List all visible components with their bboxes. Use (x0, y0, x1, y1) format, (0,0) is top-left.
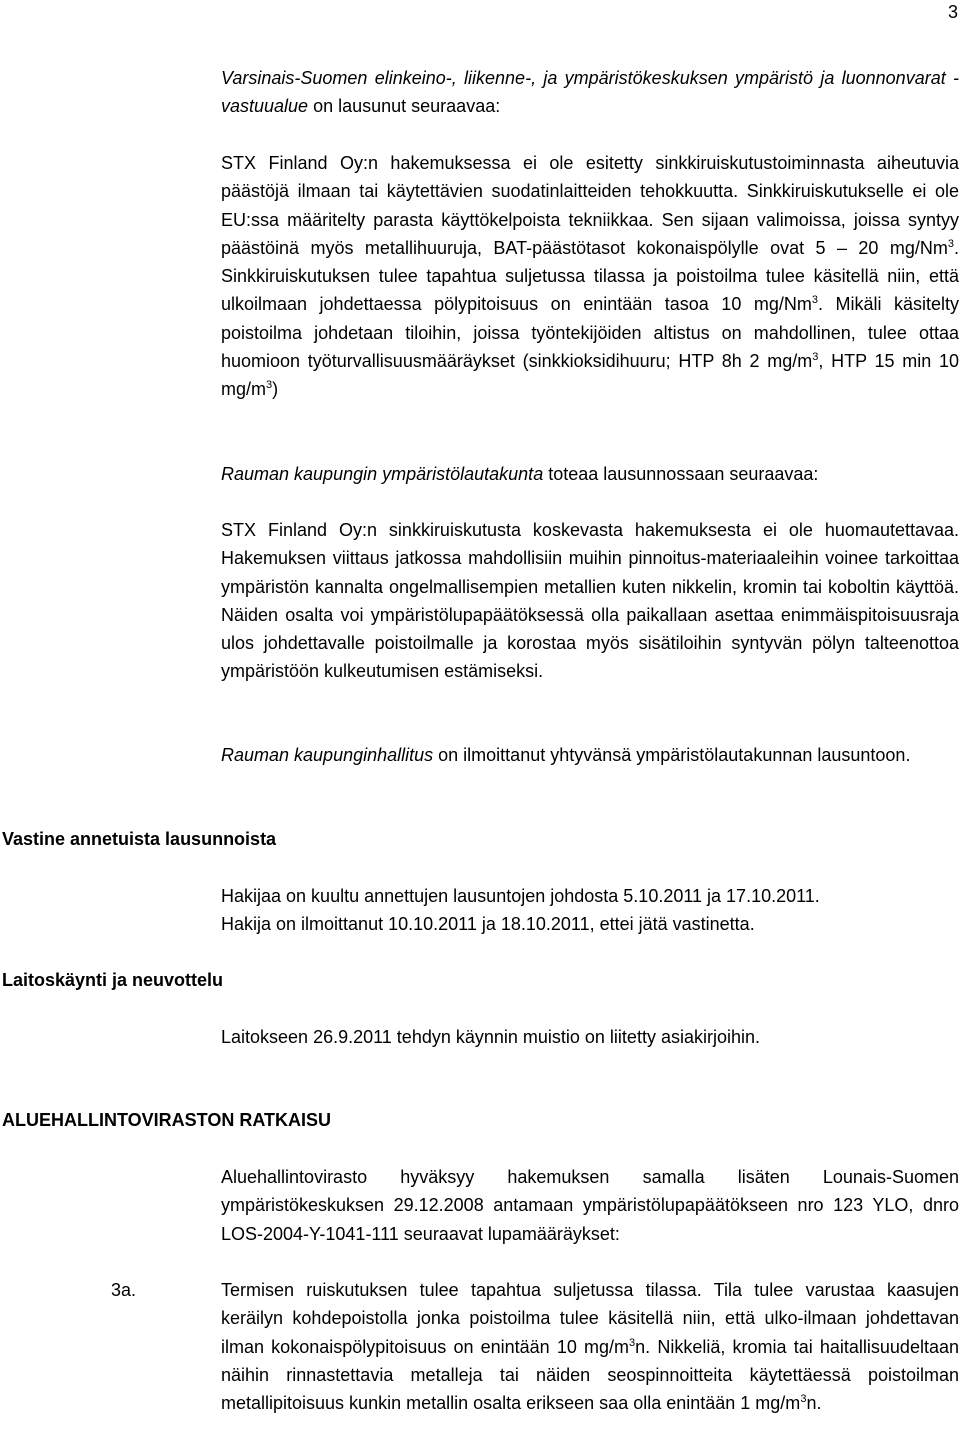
kaupunginhallitus-text: on ilmoittanut yhtyvänsä ympäristölautakunnan lausuntoon. (433, 745, 911, 765)
paragraph-vastine (221, 882, 959, 939)
heading-ratkaisu: ALUEHALLINTOVIRASTON RATKAISU (2, 1110, 332, 1130)
paragraph-lautakunta-intro (221, 460, 959, 488)
kaupunginhallitus-name: Rauman kaupunginhallitus (221, 745, 434, 765)
item-3a-text-a: Termisen ruiskutuksen tulee tapahtua suljetussa tilassa. Tila tulee varustaa kaasujen keräilyn kohdepoistolla jonka poistoilma tulee käsitellä niin, että ulko-ilmaan johdettavan ilman kokonaispölypitoisuus on enintään 10 mg/m (221, 1280, 959, 1357)
ely-centre-name: Varsinais-Suomen elinkeino-, liikenne-, ja ympäristökeskuksen ympäristö ja luonnonvarat -vastuualue (221, 68, 959, 117)
vastine-line-2: Hakija on ilmoittanut 10.10.2011 ja 18.10.2011, ettei jätä vastinetta. (221, 914, 755, 935)
ely-text-b: . Sinkkiruiskutuksen tulee tapahtua suljetussa tilassa ja poistoilma tulee käsitellä niin, että ulkoilmaan johdettaessa pölypitoisuus on enintään tasoa 10 mg/Nm (221, 237, 959, 315)
item-number: 3a. (111, 1280, 137, 1300)
ely-text-a: STX Finland Oy:n hakemuksessa ei ole esitetty sinkkiruiskutustoiminnasta aiheutuvia päästöjä ilmaan tai käytettävien suodatinlaitteiden tehokkuutta. Sinkkiruiskutukselle ei ole EU:ssa määritelty parasta käyttökelpoista tekniikkaa. Sen sijaan valimoissa, joissa syntyy päästöinä myös metallihuuruja, BAT-päästötasot kokonaispölylle ovat 5 – 20 mg/Nm (221, 153, 959, 258)
heading-vastine: Vastine annetuista lausunnoista (2, 829, 277, 849)
paragraph-ratkaisu: Aluehallintovirasto hyväksyy hakemuksen samalla lisäten Lounais-Suomen ympäristökeskuksen 29.12.2008 antamaan ympäristölupapäätökseen nro 123 YLO, dnro LOS-2004-Y-1041-111 seuraavat lupamääräykset: (221, 1167, 959, 1244)
lautakunta-intro-text: toteaa lausunnossaan seuraavaa: (543, 464, 819, 484)
ely-text-c: . Mikäli käsitelty poistoilma johdetaan tiloihin, joissa työntekijöiden altistus on mahdollinen, tulee ottaa huomioon työturvallisuusmääräykset (sinkkioksidihuuru; HTP 8h 2 mg/m (221, 294, 959, 372)
superscript: 3 (629, 1336, 636, 1349)
page-number: 3 (947, 2, 958, 22)
superscript: 3 (811, 294, 818, 307)
superscript: 3 (800, 1393, 807, 1406)
ely-text-e: ) (272, 379, 279, 400)
ely-text-d: , HTP 15 min 10 mg/m (221, 351, 959, 400)
heading-laitoskaynti: Laitoskäynti ja neuvottelu (2, 970, 224, 990)
ely-intro-text: on lausunut seuraavaa: (308, 96, 501, 117)
paragraph-lautakunta-statement: STX Finland Oy:n sinkkiruiskutusta koskevasta hakemuksesta ei ole huomautettavaa. Hakemuksen viittaus jatkossa mahdollisiin muihin pinnoitus-materiaaleihin voinee tarkoittaa ympäristön kannalta ongelmallisempien metallien kuten nikkelin, kromin tai koboltin käyttöä. Näiden osalta voi ympäristölupapäätöksessä olla paikallaan asettaa enimmäispitoisuusraja ulos johdettavalle poistoilmalle ja korostaa myös sisätiloihin syntyvän pölyn talteenottoa ympäristöön kulkeutumisen estämiseksi. (221, 520, 959, 682)
item-3a-text-c: n. (806, 1393, 822, 1414)
paragraph-ely-intro (221, 64, 959, 121)
superscript: 3 (947, 237, 954, 250)
paragraph-kaupunginhallitus (221, 741, 959, 769)
superscript: 3 (812, 351, 819, 364)
vastine-line-1: Hakijaa on kuultu annettujen lausuntojen johdosta 5.10.2011 ja 17.10.2011. (221, 886, 820, 906)
paragraph-ely-statement (221, 149, 959, 404)
paragraph-laitoskaynti: Laitokseen 26.9.2011 tehdyn käynnin muistio on liitetty asiakirjoihin. (221, 1027, 760, 1047)
item-3a-text-b: n. Nikkeliä, kromia tai haitallisuudeltaan näihin rinnastettavia metalleja tai näiden seospinnoitteita käytettäessä poistoilman metallipitoisuus kunkin metallin osalta erikseen saa olla enintään 1 mg/m (221, 1336, 959, 1414)
lautakunta-name: Rauman kaupungin ympäristölautakunta (221, 464, 544, 484)
paragraph-item-3a (221, 1276, 959, 1417)
superscript: 3 (266, 379, 273, 392)
